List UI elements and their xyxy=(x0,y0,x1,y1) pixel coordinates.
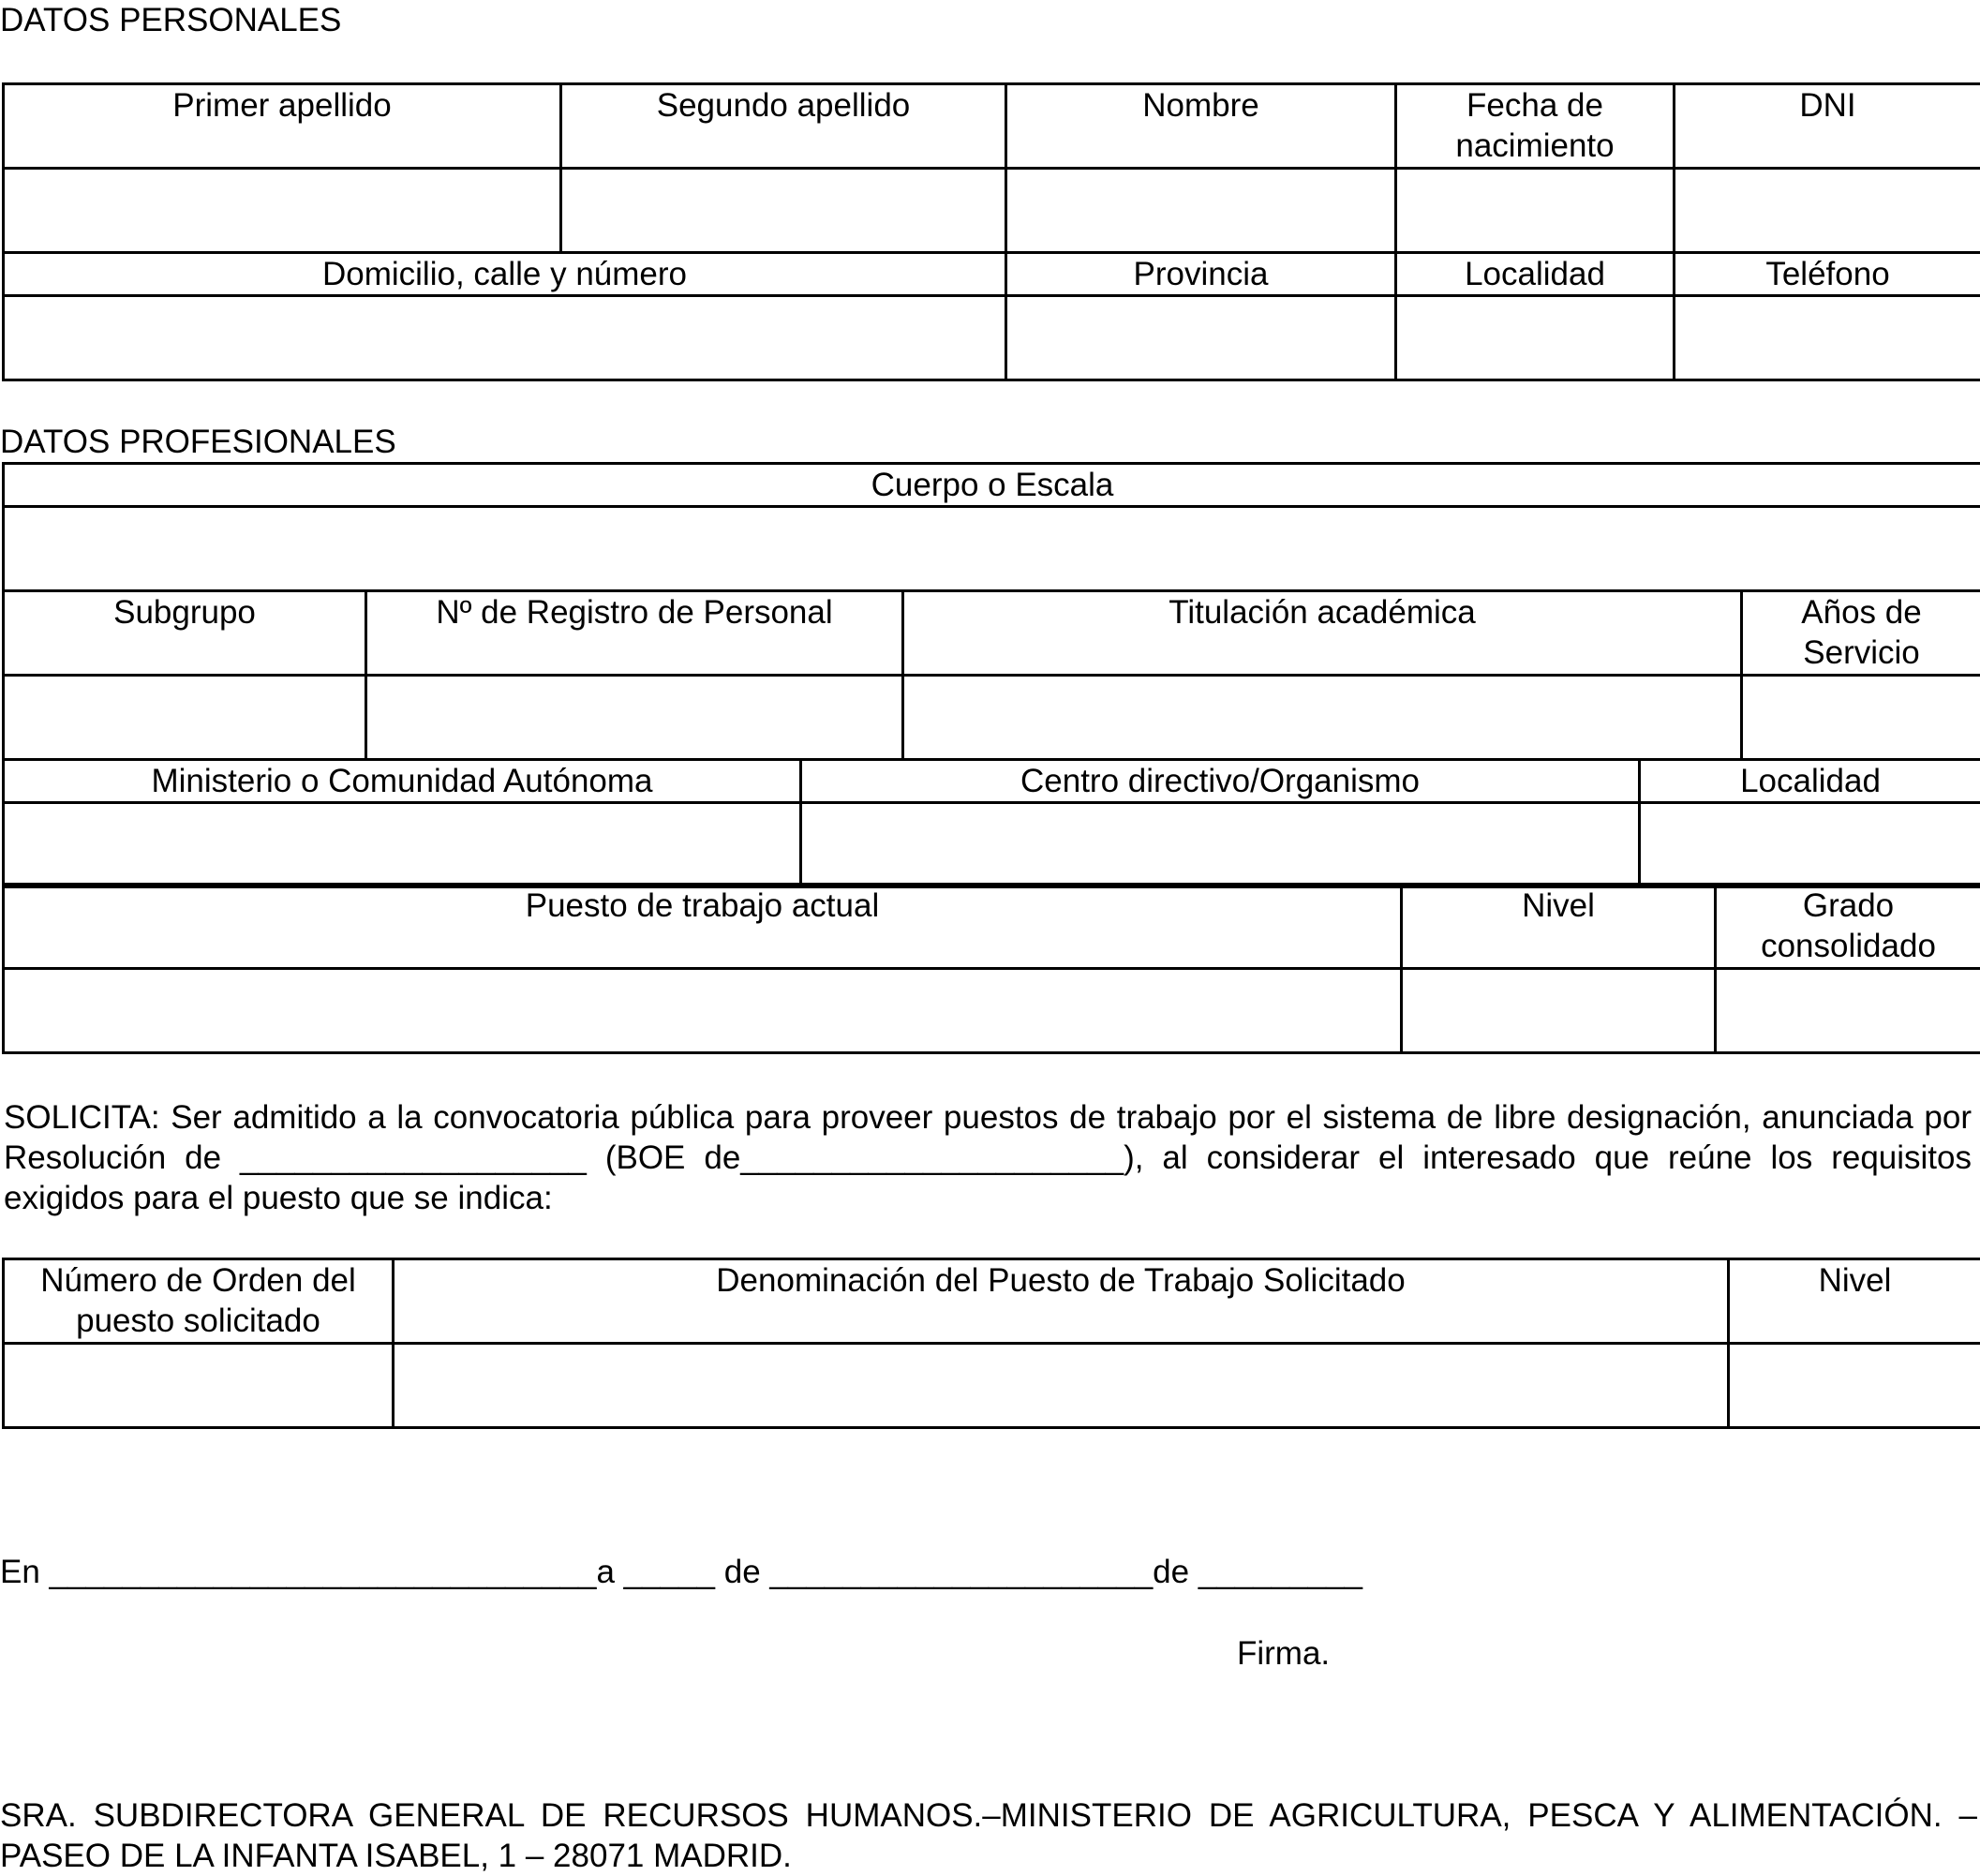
requested-post-table xyxy=(2,1258,1980,1429)
header-segundo-apellido: Segundo apellido xyxy=(561,84,1006,169)
header-grado-consolidado: Grado consolidado xyxy=(1716,885,1980,969)
input-localidad[interactable] xyxy=(1396,296,1675,380)
input-grado-consolidado[interactable] xyxy=(1716,969,1980,1053)
input-subgrupo[interactable] xyxy=(4,676,366,760)
input-puesto-actual[interactable] xyxy=(4,969,1402,1053)
input-nombre[interactable] xyxy=(1006,169,1396,253)
input-titulacion[interactable] xyxy=(903,676,1742,760)
header-cuerpo-escala: Cuerpo o Escala xyxy=(4,464,1980,507)
input-numero-orden[interactable] xyxy=(4,1344,394,1428)
header-fecha-nacimiento: Fecha de nacimiento xyxy=(1396,84,1675,169)
header-subgrupo: Subgrupo xyxy=(4,591,366,676)
input-nivel-actual[interactable] xyxy=(1402,969,1716,1053)
header-nivel-solicitado: Nivel xyxy=(1729,1259,1980,1344)
header-provincia: Provincia xyxy=(1006,253,1396,296)
professional-data-table xyxy=(2,462,1980,761)
header-centro-directivo: Centro directivo/Organismo xyxy=(801,760,1640,803)
input-centro-directivo[interactable] xyxy=(801,803,1640,887)
header-telefono: Teléfono xyxy=(1675,253,1980,296)
input-segundo-apellido[interactable] xyxy=(561,169,1006,253)
input-fecha-nacimiento[interactable] xyxy=(1396,169,1675,253)
header-nombre: Nombre xyxy=(1006,84,1396,169)
section-title-personal: DATOS PERSONALES xyxy=(0,2,341,39)
header-registro-personal: Nº de Registro de Personal xyxy=(366,591,903,676)
input-dni[interactable] xyxy=(1675,169,1980,253)
input-cuerpo-escala[interactable] xyxy=(4,507,1980,591)
header-denominacion-puesto: Denominación del Puesto de Trabajo Solicitado xyxy=(394,1259,1729,1344)
header-dni: DNI xyxy=(1675,84,1980,169)
input-localidad-profesional[interactable] xyxy=(1640,803,1980,887)
header-nivel-actual: Nivel xyxy=(1402,885,1716,969)
input-nivel-solicitado[interactable] xyxy=(1729,1344,1980,1428)
input-ministerio[interactable] xyxy=(4,803,801,887)
professional-post-table xyxy=(2,883,1980,1054)
header-localidad-profesional: Localidad xyxy=(1640,760,1980,803)
header-primer-apellido: Primer apellido xyxy=(4,84,561,169)
input-registro-personal[interactable] xyxy=(366,676,903,760)
recipient-address: SRA. SUBDIRECTORA GENERAL DE RECURSOS HUMANOS.–MINISTERIO DE AGRICULTURA, PESCA Y ALIMENTACIÓN. –PASEO DE LA INFANTA ISABEL, 1 – 28071 MADRID. xyxy=(0,1795,1977,1876)
header-domicilio: Domicilio, calle y número xyxy=(4,253,1006,296)
input-denominacion-puesto[interactable] xyxy=(394,1344,1729,1428)
professional-location-table xyxy=(2,758,1980,888)
personal-data-table xyxy=(2,82,1980,381)
header-numero-orden: Número de Orden del puesto solicitado xyxy=(4,1259,394,1344)
request-paragraph: SOLICITA: Ser admitido a la convocatoria pública para proveer puestos de trabajo por el sistema de libre designación, anunciada por Resolución de ___________________ (BOE de_____________________), al considerar el interesado que reúne los requisitos exigidos para el puesto que se indica: xyxy=(4,1097,1972,1218)
header-puesto-actual: Puesto de trabajo actual xyxy=(4,885,1402,969)
signature-label: Firma. xyxy=(1237,1633,1330,1674)
input-domicilio[interactable] xyxy=(4,296,1006,380)
header-titulacion: Titulación académica xyxy=(903,591,1742,676)
header-ministerio: Ministerio o Comunidad Autónoma xyxy=(4,760,801,803)
section-title-professional: DATOS PROFESIONALES xyxy=(0,424,396,461)
date-line: En ______________________________a _____ de _____________________de _________ xyxy=(0,1552,1362,1592)
header-localidad: Localidad xyxy=(1396,253,1675,296)
header-anos-servicio: Años de Servicio xyxy=(1742,591,1980,676)
input-anos-servicio[interactable] xyxy=(1742,676,1980,760)
input-provincia[interactable] xyxy=(1006,296,1396,380)
input-telefono[interactable] xyxy=(1675,296,1980,380)
input-primer-apellido[interactable] xyxy=(4,169,561,253)
